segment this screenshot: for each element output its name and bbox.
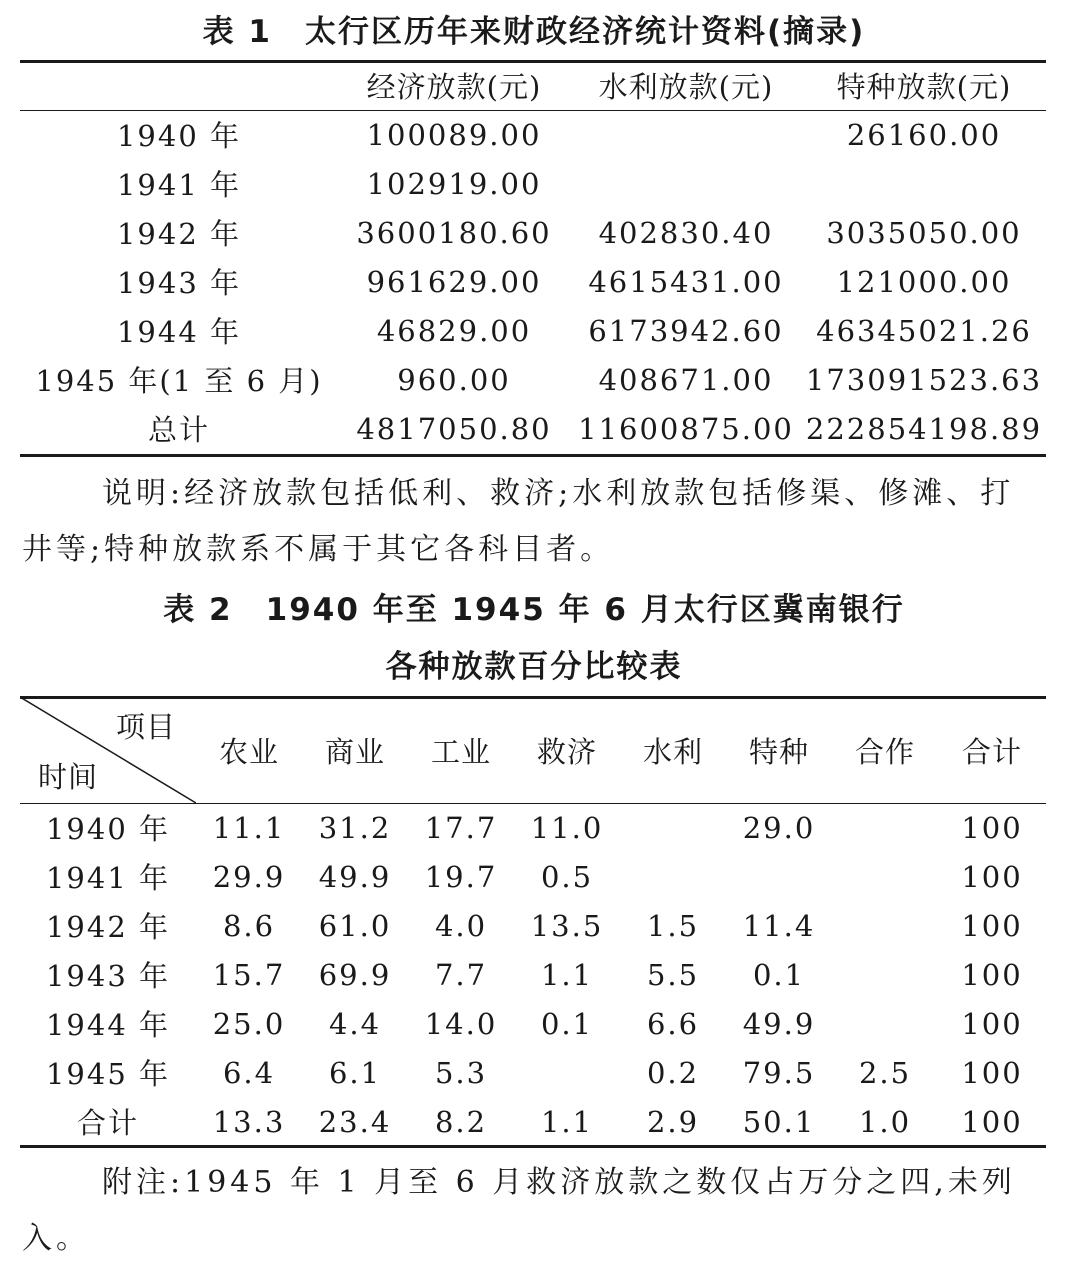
table1-cell: 4817050.80 — [356, 411, 552, 446]
table2-cell: 100 — [961, 908, 1023, 943]
table2-cell: 8.2 — [434, 1104, 488, 1139]
table2-header-cell: 商业 — [324, 734, 385, 769]
table2-row-label: 1942 年 — [45, 910, 171, 944]
table1-header-cell: 经济放款(元) — [366, 70, 542, 104]
table2-cell: 1.1 — [540, 1104, 594, 1139]
table2-cell: 29.0 — [742, 810, 816, 845]
table2-header-cell: 农业 — [218, 734, 279, 769]
table2-cell — [620, 852, 726, 901]
table1-cell: 100089.00 — [366, 117, 542, 152]
table2-cell: 100 — [961, 1055, 1023, 1090]
table1-cell — [570, 159, 802, 208]
table1-cell: 102919.00 — [366, 166, 542, 201]
table1-cell: 46829.00 — [376, 313, 532, 348]
table1-cell: 6173942.60 — [588, 313, 784, 348]
table1-row-label: 1945 年(1 至 6 月) — [35, 364, 323, 398]
table2-cell: 0.1 — [752, 957, 806, 992]
table1-cell: 961629.00 — [366, 264, 542, 299]
table1-row-label: 总计 — [147, 413, 210, 447]
table1-cell: 173091523.63 — [805, 362, 1043, 397]
table2-cell — [514, 1048, 620, 1097]
table2-cell: 11.1 — [212, 810, 286, 845]
table1-cell: 46345021.26 — [816, 313, 1032, 348]
table2-cell: 25.0 — [212, 1006, 286, 1041]
corner-label-item: 项目 — [115, 710, 176, 744]
table1-cell: 402830.40 — [598, 215, 774, 250]
table1-row — [20, 404, 1046, 453]
table2-cell: 1.0 — [858, 1104, 912, 1139]
table2-cell: 6.1 — [328, 1055, 382, 1090]
table2-row — [20, 1097, 1046, 1146]
table2-cell: 0.1 — [540, 1006, 594, 1041]
table2-cell: 1.1 — [540, 957, 594, 992]
table1-row-label: 1944 年 — [116, 315, 242, 349]
table1-row — [20, 306, 1046, 355]
table2 — [20, 697, 1046, 1146]
table2-cell — [726, 852, 832, 901]
table2-corner-cell — [20, 697, 196, 803]
table1-row — [20, 159, 1046, 208]
table2-cell — [832, 999, 938, 1048]
table2-cell: 13.5 — [530, 908, 604, 943]
table1-header-cell: 特种放款(元) — [836, 70, 1012, 104]
table2-row-label: 1941 年 — [45, 861, 171, 895]
table2-cell: 19.7 — [424, 859, 498, 894]
table2-row-label: 1940 年 — [45, 812, 171, 846]
table2-row — [20, 1048, 1046, 1097]
table1-cell: 3035050.00 — [826, 215, 1022, 250]
corner-label-time: 时间 — [38, 760, 99, 794]
table1-header-cell: 水利放款(元) — [598, 70, 774, 104]
table2-cell — [832, 901, 938, 950]
table2-row-label: 合计 — [76, 1106, 139, 1140]
table2-cell: 17.7 — [424, 810, 498, 845]
table2-cell — [620, 803, 726, 852]
table2-cell: 100 — [961, 1104, 1023, 1139]
table2-cell: 100 — [961, 810, 1023, 845]
table2-cell: 49.9 — [742, 1006, 816, 1041]
table2-cell: 5.5 — [646, 957, 700, 992]
table2-cell: 14.0 — [424, 1006, 498, 1041]
table2-row — [20, 999, 1046, 1048]
table2-cell: 0.2 — [646, 1055, 700, 1090]
table2-cell: 2.5 — [858, 1055, 912, 1090]
table2-cell: 1.5 — [646, 908, 700, 943]
table2-header-cell: 水利 — [642, 734, 703, 769]
table2-note-text: 附注:1945 年 1 月至 6 月救济放款之数仅占万分之四,未列入。 — [22, 1165, 1016, 1256]
table2-header-cell: 特种 — [748, 734, 809, 769]
table2-cell: 50.1 — [742, 1104, 816, 1139]
table2-row — [20, 852, 1046, 901]
table1-row-label: 1942 年 — [116, 217, 242, 251]
table1-row — [20, 257, 1046, 306]
table2-header-cell: 合作 — [854, 734, 915, 769]
table1 — [20, 61, 1046, 453]
table2-cell: 8.6 — [222, 908, 276, 943]
table2-row-label: 1944 年 — [45, 1008, 171, 1042]
table1-cell: 3600180.60 — [356, 215, 552, 250]
table1-cell: 222854198.89 — [805, 411, 1043, 446]
table1-cell: 4615431.00 — [588, 264, 784, 299]
table2-row — [20, 950, 1046, 999]
table2-title-line2: 各种放款百分比较表 — [385, 649, 683, 685]
table2-cell: 2.9 — [646, 1104, 700, 1139]
table2-row-label: 1945 年 — [45, 1057, 171, 1091]
table1-note — [22, 466, 1048, 578]
table2-cell: 100 — [961, 1006, 1023, 1041]
table1-row — [20, 208, 1046, 257]
table2-cell: 5.3 — [434, 1055, 488, 1090]
table1-cell: 26160.00 — [846, 117, 1002, 152]
table1-row — [20, 110, 1046, 159]
table2-cell: 49.9 — [318, 859, 392, 894]
table2-cell: 79.5 — [742, 1055, 816, 1090]
table1-row — [20, 355, 1046, 404]
table2-cell: 7.7 — [434, 957, 488, 992]
table2-cell: 0.5 — [540, 859, 594, 894]
table1-cell: 408671.00 — [598, 362, 774, 397]
table1-row-label: 1940 年 — [116, 119, 242, 153]
table2-cell: 61.0 — [318, 908, 392, 943]
table1-bottom-rule — [20, 454, 1046, 457]
table2-cell: 6.6 — [646, 1006, 700, 1041]
table1-note-text: 说明:经济放款包括低利、救济;水利放款包括修渠、修滩、打井等;特种放款系不属于其它各科目者。 — [22, 476, 1015, 567]
table2-cell: 4.0 — [434, 908, 488, 943]
table2-cell: 4.4 — [328, 1006, 382, 1041]
table2-header-cell: 合计 — [961, 734, 1022, 769]
table1-header-row — [20, 61, 1046, 110]
table1-cell: 960.00 — [397, 362, 511, 397]
table2-row — [20, 901, 1046, 950]
table2-cell — [832, 950, 938, 999]
table2-header-row — [20, 697, 1046, 803]
table2-cell: 11.4 — [742, 908, 816, 943]
table2-title-line1: 表 2 1940 年至 1945 年 6 月太行区冀南银行 — [163, 592, 905, 628]
table2-cell: 29.9 — [212, 859, 286, 894]
table2-header-cell: 救济 — [536, 734, 597, 769]
table2-cell: 100 — [961, 957, 1023, 992]
table2-cell: 15.7 — [212, 957, 286, 992]
table1-row-label: 1943 年 — [116, 266, 242, 300]
table2-header-cell: 工业 — [430, 734, 491, 769]
table1-cell: 11600875.00 — [578, 411, 794, 446]
table2-cell: 23.4 — [318, 1104, 392, 1139]
table2-cell: 31.2 — [318, 810, 392, 845]
table1-cell: 121000.00 — [836, 264, 1012, 299]
table1-title: 表 1 太行区历年来财政经济统计资料(摘录) — [202, 14, 866, 50]
table2-row-label: 1943 年 — [45, 959, 171, 993]
table1-header-cell — [20, 61, 338, 110]
table2-cell: 6.4 — [222, 1055, 276, 1090]
table2-cell — [832, 852, 938, 901]
table2-cell: 11.0 — [530, 810, 604, 845]
table2-cell: 100 — [961, 859, 1023, 894]
table2-row — [20, 803, 1046, 852]
table1-cell — [570, 110, 802, 159]
table1-row-label: 1941 年 — [116, 168, 242, 202]
table2-cell: 69.9 — [318, 957, 392, 992]
table2-cell: 13.3 — [212, 1104, 286, 1139]
table2-cell — [832, 803, 938, 852]
table1-cell — [802, 159, 1046, 208]
table2-note — [22, 1155, 1048, 1267]
